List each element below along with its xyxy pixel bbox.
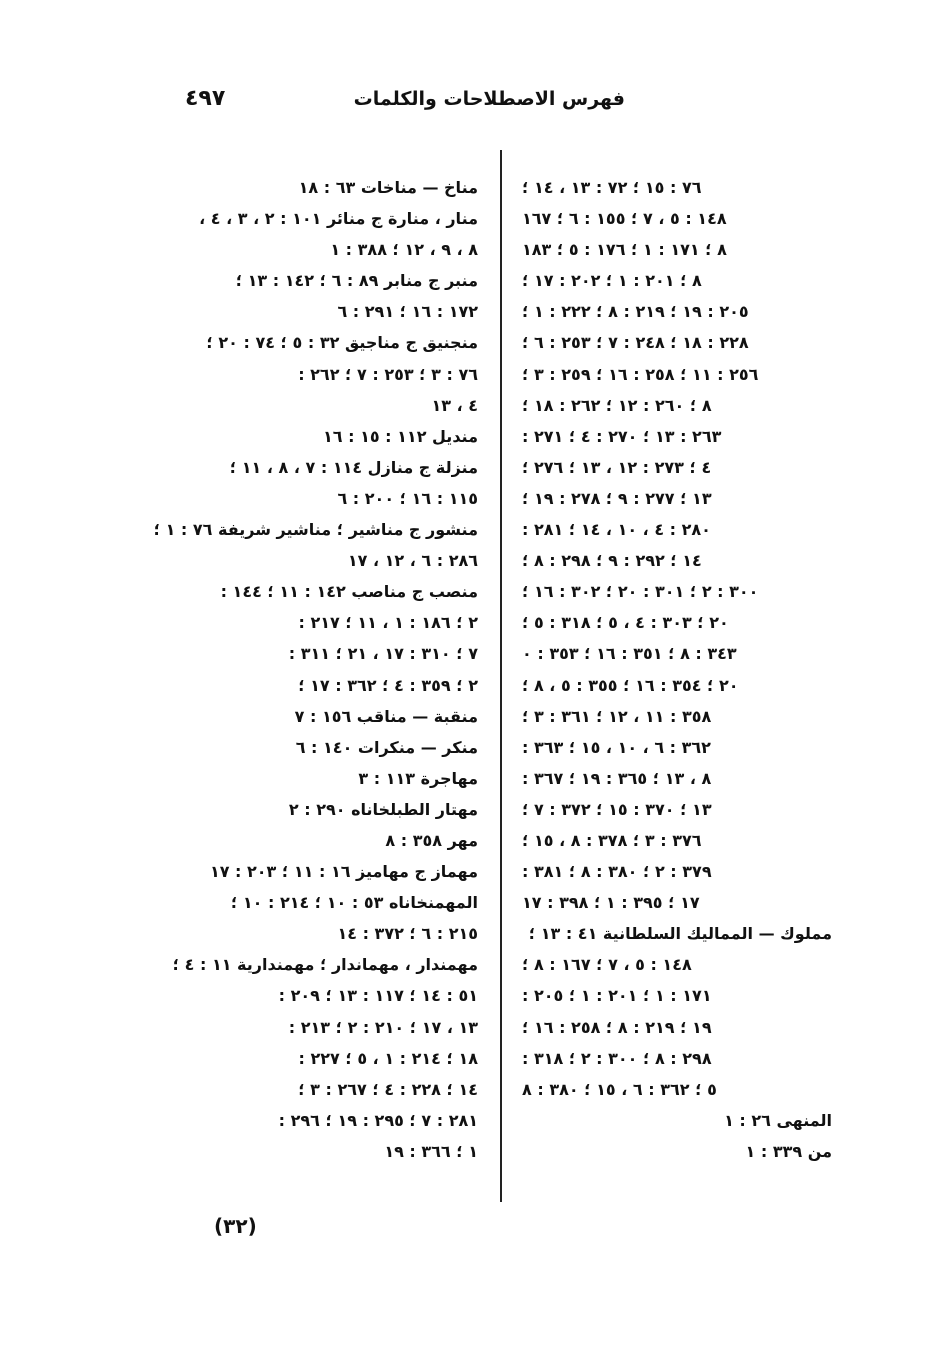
index-line: ٨ ؛ ٢٠١ : ١ ؛ ٢٠٢ : ١٧ ؛ bbox=[522, 271, 702, 291]
index-line: ٢٠٥ : ١٩ ؛ ٢١٩ : ٨ ؛ ٢٢٢ : ١ ؛ bbox=[522, 302, 749, 322]
index-entry-heading: المنهى ٢٦ : ١ bbox=[724, 1110, 832, 1130]
index-line: منار ، منارة ج منائر ١٠١ : ٢ ، ٣ ، ٤ ، bbox=[199, 209, 478, 229]
index-line: ٢٩٨ : ٨ ؛ ٣٠٠ : ٢ ؛ ٣١٨ : bbox=[522, 1048, 712, 1068]
right-column bbox=[522, 172, 832, 1167]
index-line: المهمنخاناه ٥٣ : ١٠ ؛ ٢١٤ : ١٠ ؛ bbox=[230, 893, 478, 913]
signature-marker: (٣٢) bbox=[214, 1214, 257, 1238]
index-line: ١٩ ؛ ٢١٩ : ٨ ؛ ٢٥٨ : ١٦ ؛ bbox=[522, 1017, 712, 1037]
column-divider bbox=[500, 150, 502, 1202]
index-line: منزلة ج منازل ١١٤ : ٧ ، ٨ ، ١١ ؛ bbox=[229, 457, 478, 477]
index-line: ٧٦ : ٣ ؛ ٢٥٣ : ٧ ؛ ٢٦٢ : bbox=[298, 364, 478, 384]
index-line: مهر ٣٥٨ : ٨ bbox=[385, 830, 478, 850]
index-line: ٣٠٠ : ٢ ؛ ٣٠١ : ٢٠ ؛ ٣٠٢ : ١٦ ؛ bbox=[522, 582, 759, 602]
index-line: ٥١ : ١٤ ؛ ١١٧ : ١٣ ؛ ٢٠٩ : bbox=[278, 986, 478, 1006]
index-line: منشور ج مناشير ؛ مناشير شريفة ٧٦ : ١ ؛ bbox=[153, 520, 478, 540]
index-line: ٣٧٦ : ٣ ؛ ٣٧٨ : ٨ ، ١٥ ؛ bbox=[522, 830, 702, 850]
page-title: فهرس الاصطلاحات والكلمات bbox=[353, 88, 625, 110]
index-line: ٢ ؛ ٣٥٩ : ٤ ؛ ٣٦٢ : ١٧ ؛ bbox=[298, 675, 478, 695]
page-number: ٤٩٧ bbox=[185, 86, 226, 111]
index-line: ١٣ ، ١٧ ؛ ٢١٠ : ٢ ؛ ٢١٣ : bbox=[288, 1017, 478, 1037]
index-line: ١٤ ؛ ٢٢٨ : ٤ ؛ ٢٦٧ : ٣ ؛ bbox=[298, 1079, 478, 1099]
index-line: ٤ ؛ ٢٧٣ : ١٢ ، ١٣ ؛ ٢٧٦ ؛ bbox=[522, 457, 712, 477]
index-line: منبر ج منابر ٨٩ : ٦ ؛ ١٤٢ : ١٣ ؛ bbox=[235, 271, 478, 291]
index-line: ٨ ، ١٣ ؛ ٣٦٥ : ١٩ ؛ ٣٦٧ : bbox=[522, 768, 712, 788]
index-line: منجنيق ج مناجيق ٣٢ : ٥ ؛ ٧٤ : ٢٠ ؛ bbox=[206, 333, 478, 353]
index-line: ٧٦ : ١٥ ؛ ٧٢ : ١٣ ، ١٤ ؛ bbox=[522, 178, 702, 197]
index-line: ٣٥٨ : ١١ ، ١٢ ؛ ٣٦١ : ٣ ؛ bbox=[522, 706, 712, 726]
index-line: مهتار الطبلخاناه ٢٩٠ : ٢ bbox=[288, 799, 478, 819]
index-line: مهماز ج مهاميز ١٦ : ١١ ؛ ٢٠٣ : ١٧ bbox=[209, 862, 478, 882]
index-line: ٢٠ ؛ ٣٠٣ : ٤ ، ٥ ؛ ٣١٨ : ٥ ؛ bbox=[522, 613, 729, 633]
index-line: ١١٥ : ١٦ ؛ ٢٠٠ : ٦ bbox=[337, 488, 478, 508]
index-line: ١٨ ؛ ٢١٤ : ١ ، ٥ ؛ ٢٢٧ : bbox=[298, 1048, 478, 1068]
index-line: ٣٧٩ : ٢ ؛ ٣٨٠ : ٨ ؛ ٣٨١ : bbox=[522, 862, 712, 882]
index-line: منكر — منكرات ١٤٠ : ٦ bbox=[295, 737, 478, 757]
index-line: ٣٦٢ : ٦ ، ١٠ ، ١٥ ؛ ٣٦٣ : bbox=[522, 737, 711, 757]
index-line: ٢١٥ : ٦ ؛ ٣٧٢ : ١٤ bbox=[337, 924, 478, 944]
index-line: ٨ ؛ ٢٦٠ : ١٢ ؛ ٢٦٢ : ١٨ ؛ bbox=[522, 395, 712, 415]
index-line: ٢٨٦ : ٦ ، ١٢ ، ١٧ bbox=[347, 551, 478, 571]
index-line: مهمندار ، مهماندار ؛ مهمندارية ١١ : ٤ ؛ bbox=[172, 955, 478, 975]
index-line: ٥ ؛ ٣٦٢ : ٦ ، ١٥ ؛ ٣٨٠ : ٨ bbox=[522, 1079, 717, 1099]
index-line: منديل ١١٢ : ١٥ : ١٦ bbox=[323, 426, 478, 446]
index-line: ٤ ، ١٣ bbox=[431, 395, 478, 415]
index-line: ١٣ ؛ ٢٧٧ : ٩ ؛ ٢٧٨ : ١٩ ؛ bbox=[522, 488, 712, 508]
index-line: ٢ ؛ ١٨٦ : ١ ، ١١ ؛ ٢١٧ : bbox=[298, 613, 478, 633]
index-line: ١٣ ؛ ٣٧٠ : ١٥ ؛ ٣٧٢ : ٧ ؛ bbox=[522, 799, 712, 819]
index-line: ٨ ؛ ١٧١ : ١ ؛ ١٧٦ : ٥ ؛ ١٨٣ bbox=[522, 240, 727, 260]
index-line: منصب ج مناصب ١٤٢ : ١١ ؛ ١٤٤ : bbox=[220, 582, 478, 602]
index-line: ٣٤٣ : ٨ ؛ ٣٥١ : ١٦ ؛ ٣٥٣ : ٠ bbox=[522, 644, 737, 664]
index-entry-heading: مملوك — المماليك السلطانية ٤١ : ١٣ ؛ bbox=[528, 924, 832, 944]
left-column bbox=[153, 172, 478, 1167]
index-entry-heading: من ٣٣٩ : ١ bbox=[745, 1141, 832, 1161]
index-line: ٢٨٠ : ٤ ، ١٠ ، ١٤ ؛ ٢٨١ : bbox=[522, 520, 711, 540]
index-line: ٢٢٨ : ١٨ ؛ ٢٤٨ : ٧ ؛ ٢٥٣ : ٦ ؛ bbox=[522, 333, 749, 353]
index-line: ١٧١ : ١ ؛ ٢٠١ : ١ ؛ ٢٠٥ : bbox=[522, 986, 712, 1006]
index-line: ٢٥٦ : ١١ ؛ ٢٥٨ : ١٦ ؛ ٢٥٩ : ٣ ؛ bbox=[522, 364, 759, 384]
index-line: ٧ ؛ ٣١٠ : ١٧ ، ٢١ ؛ ٣١١ : bbox=[288, 644, 478, 664]
index-line: ١٧٢ : ١٦ ؛ ٢٩١ : ٦ bbox=[337, 302, 478, 322]
index-line: مناخ — مناخات ٦٣ : ١٨ bbox=[298, 178, 478, 197]
index-line: ٢٦٣ : ١٣ ؛ ٢٧٠ : ٤ ؛ ٢٧١ : bbox=[522, 426, 722, 446]
index-line: ٨ ، ٩ ، ١٢ ؛ ٣٨٨ : ١ bbox=[330, 240, 478, 260]
index-line: ٢٨١ : ٧ ؛ ٢٩٥ : ١٩ ؛ ٢٩٦ : bbox=[278, 1110, 478, 1130]
index-line: مهاجرة ١١٣ : ٣ bbox=[358, 768, 478, 788]
index-line: ١٧ ؛ ٣٩٥ : ١ ؛ ٣٩٨ : ١٧ bbox=[522, 893, 700, 913]
index-line: ١٤٨ : ٥ ، ٧ ؛ ١٥٥ : ٦ ؛ ١٦٧ bbox=[522, 209, 727, 229]
index-line: ٢٠ ؛ ٣٥٤ : ١٦ ؛ ٣٥٥ : ٥ ، ٨ ؛ bbox=[522, 675, 739, 695]
index-line: ١٤ ؛ ٢٩٢ : ٩ ؛ ٢٩٨ : ٨ ؛ bbox=[522, 551, 702, 571]
index-line: منقبة — مناقب ١٥٦ : ٧ bbox=[294, 706, 478, 726]
index-line: ١٤٨ : ٥ ، ٧ ؛ ١٦٧ : ٨ ؛ bbox=[522, 955, 692, 975]
index-line: ١ ؛ ٣٦٦ : ١٩ bbox=[384, 1141, 478, 1161]
